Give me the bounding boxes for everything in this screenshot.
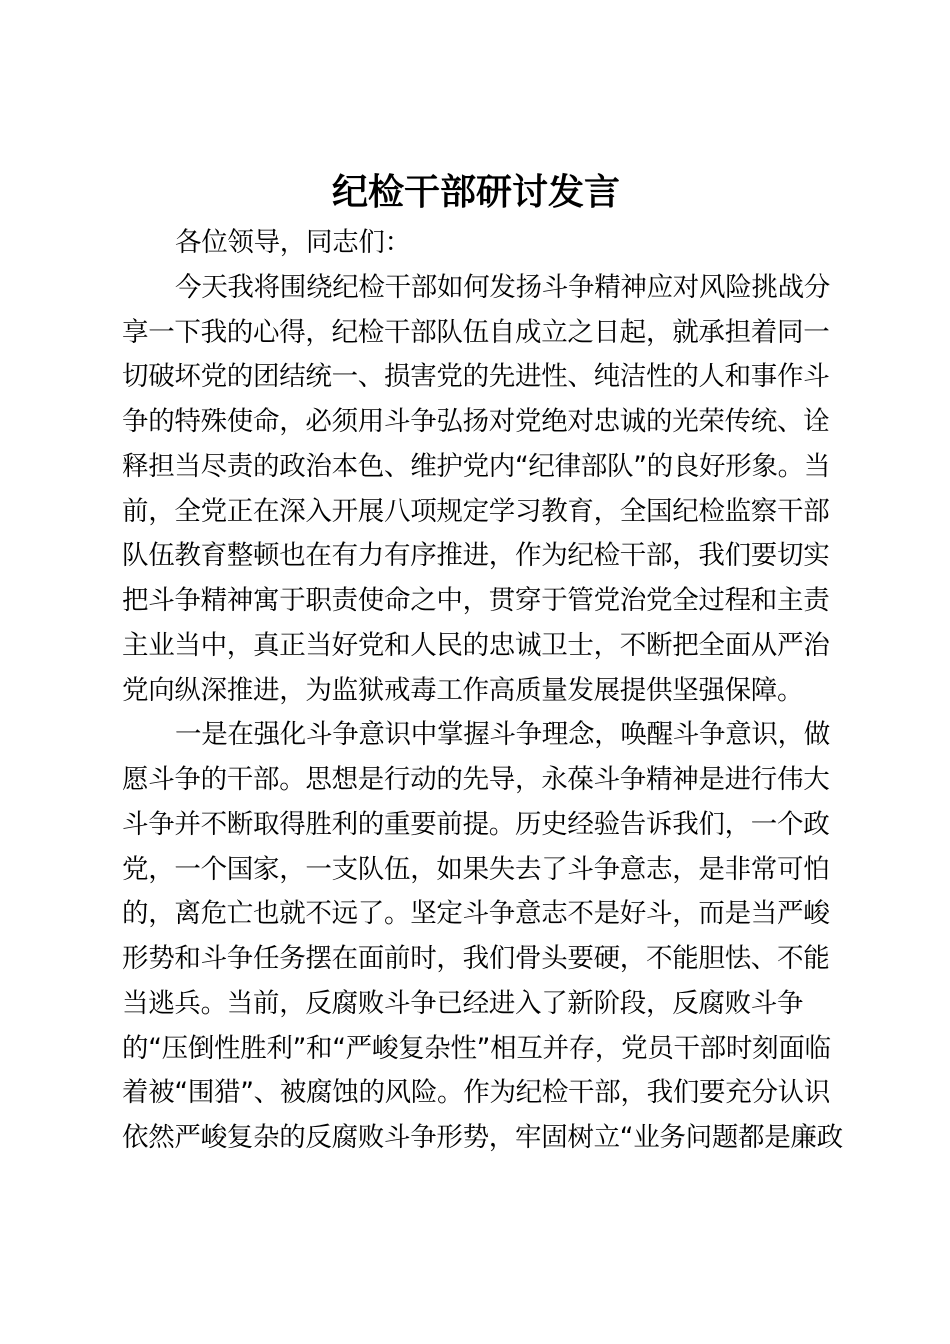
text-line: 的“压倒性胜利”和“严峻复杂性”相互并存，党员干部时刻面临 — [122, 1032, 831, 1064]
text-line: 争的特殊使命，必须用斗争弘扬对党绝对忠诚的光荣传统、诠 — [122, 406, 830, 437]
text-line: 党向纵深推进，为监狱戒毒工作高质量发展提供坚强保障。 — [122, 674, 804, 706]
text-line: 当逃兵。当前，反腐败斗争已经进入了新阶段，反腐败斗争 — [122, 987, 804, 1019]
text-line: 一是在强化斗争意识中掌握斗争理念，唤醒斗争意识，做 — [175, 719, 830, 751]
text-line: 享一下我的心得，纪检干部队伍自成立之日起，就承担着同一 — [122, 316, 830, 348]
text-line: 今天我将围绕纪检干部如何发扬斗争精神应对风险挑战分 — [175, 271, 830, 303]
document-body — [122, 221, 843, 1161]
text-line: 形势和斗争任务摆在面前时，我们骨头要硬，不能胆怯、不能 — [122, 943, 830, 974]
text-line: 依然严峻复杂的反腐败斗争形势，牢固树立“业务问题都是廉政 — [122, 1122, 843, 1153]
text-line: 队伍教育整顿也在有力有序推进，作为纪检干部，我们要切实 — [122, 540, 830, 572]
text-line: 前，全党正在深入开展八项规定学习教育，全国纪检监察干部 — [122, 495, 830, 527]
text-line: 各位领导，同志们： — [175, 227, 411, 258]
text-line: 的，离危亡也就不远了。坚定斗争意志不是好斗，而是当严峻 — [122, 898, 830, 930]
text-line: 斗争并不断取得胜利的重要前提。历史经验告诉我们，一个政 — [122, 808, 830, 840]
text-line: 切破坏党的团结统一、损害党的先进性、纯洁性的人和事作斗 — [122, 361, 830, 393]
text-line: 着被“围猎”、被腐蚀的风险。作为纪检干部，我们要充分认识 — [122, 1077, 831, 1109]
text-line: 愿斗争的干部。思想是行动的先导，永葆斗争精神是进行伟大 — [122, 764, 830, 795]
text-line: 释担当尽责的政治本色、维护党内“纪律部队”的良好形象。当 — [122, 450, 831, 482]
text-line: 把斗争精神寓于职责使命之中，贯穿于管党治党全过程和主责 — [122, 585, 830, 616]
text-line: 主业当中，真正当好党和人民的忠诚卫士，不断把全面从严治 — [122, 629, 830, 661]
text-line: 党，一个国家，一支队伍，如果失去了斗争意志，是非常可怕 — [122, 853, 830, 885]
document-title: 纪检干部研讨发言 — [331, 172, 620, 213]
